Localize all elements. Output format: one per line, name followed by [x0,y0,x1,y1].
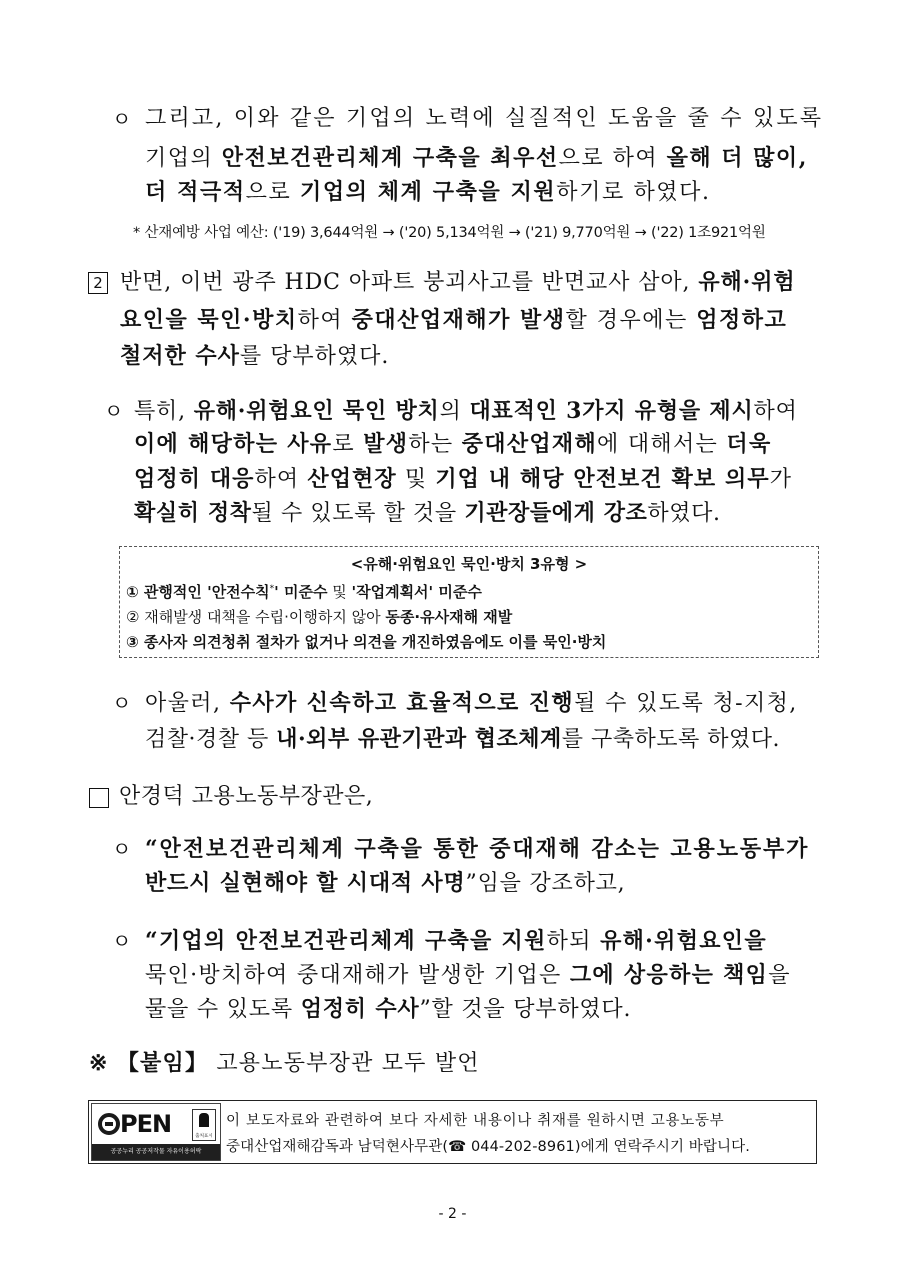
text-line: 검찰·경찰 등 내·외부 유관기관과 협조체계를 구축하도록 하였다. [145,726,781,752]
bullet: ㅇ [112,107,132,131]
text-line: 엄정히 대응하여 산업현장 및 기업 내 해당 안전보건 확보 의무가 [134,466,793,492]
text-line: 확실히 정착될 수 있도록 할 것을 기관장들에게 강조하였다. [134,500,721,526]
budget-footnote: * 산재예방 사업 예산: ('19) 3,644억원 → ('20) 5,134억원 → ('21) 9,770억원 → ('22) 1조921억원 [133,225,766,241]
text-line: “기업의 안전보건관리체계 구축을 지원하되 유해·위험요인을 [145,928,767,954]
bullet: ㅇ [104,399,124,423]
contact-line: 이 보도자료와 관련하여 보다 자세한 내용이나 취재를 원하시면 고용노동부 [226,1113,725,1129]
text-line: 그리고, 이와 같은 기업의 노력에 실질적인 도움을 줄 수 있도록 [145,106,824,131]
text-line: 묵인·방치하여 중대재해가 발생한 기업은 그에 상응하는 책임을 [145,962,791,988]
text-line: 더 적극적으로 기업의 체계 구축을 지원하기로 하였다. [145,179,711,205]
kogl-open-logo [91,1103,221,1161]
text-line: 요인을 묵인·방치하여 중대산업재해가 발생할 경우에는 엄정하고 [120,307,788,333]
bullet: ㅇ [112,691,132,715]
open-wordmark: PEN [98,1110,171,1138]
kogl-license-bar: 공공누리 공공저작물 자유이용허락 [92,1144,220,1160]
page-number: - 2 - [438,1206,467,1222]
checkbox-square-icon [89,788,109,808]
contact-box [88,1100,817,1164]
contact-line: 중대산업재해감독과 남덕현사무관(☎ 044-202-8961)에게 연락주시기 바랍니다. [226,1139,750,1155]
text-line: 철저한 수사를 당부하였다. [120,343,390,369]
box-item-2: ② 재해발생 대책을 수립·이행하지 않아 동종·유사재해 재발 [126,608,513,626]
text-line: “안전보건관리체계 구축을 통한 중대재해 감소는 고용노동부가 [145,836,810,862]
bullet: ㅇ [112,929,132,953]
section-number-box: 2 [88,272,108,294]
text-line: 반드시 실현해야 할 시대적 사명”임을 강조하고, [145,870,626,896]
text-line: 안경덕 고용노동부장관은, [119,784,374,809]
attachment-note: ※ 【붙임】 고용노동부장관 모두 발언 [89,1050,480,1076]
bullet: ㅇ [112,837,132,861]
box-item-1: ① 관행적인 '안전수칙*' 미준수 및 '작업계획서' 미준수 [126,583,482,601]
text-line: 특히, 유해·위험요인 묵인 방치의 대표적인 3가지 유형을 제시하여 [134,398,798,424]
attribution-person-icon: 출처표시 [192,1109,216,1141]
text-line: 물을 수 있도록 엄정히 수사”할 것을 당부하였다. [145,996,632,1022]
text-line: 아울러, 수사가 신속하고 효율적으로 진행될 수 있도록 청-지청, [145,690,798,716]
text-line: 반면, 이번 광주 HDC 아파트 붕괴사고를 반면교사 삼아, 유해·위험 [120,269,796,295]
box-item-3: ③ 종사자 의견청취 절차가 없거나 의견을 개진하였음에도 이를 묵인·방치 [126,633,607,651]
text-line: 기업의 안전보건관리체계 구축을 최우선으로 하여 올해 더 많이, [145,145,808,171]
text-line: 이에 해당하는 사유로 발생하는 중대산업재해에 대해서는 더욱 [134,431,772,457]
three-types-box [119,546,819,658]
box-title: <유해·위험요인 묵인·방치 3유형 > [350,555,588,573]
